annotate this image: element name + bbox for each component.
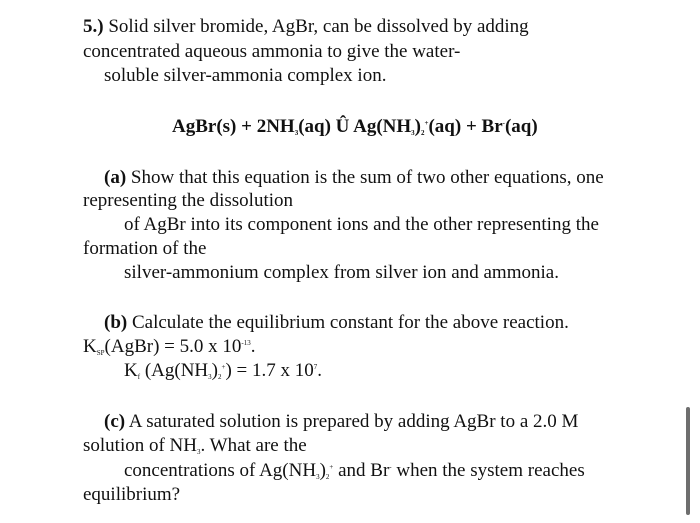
part-c-line-4: equilibrium? bbox=[83, 484, 181, 505]
part-c-line-2 bbox=[83, 435, 307, 457]
ksp-expression bbox=[83, 336, 255, 358]
problem-intro-text: Solid silver bromide, AgBr, can be dissolved by adding bbox=[108, 16, 529, 37]
kf-subscript: 3 bbox=[208, 373, 212, 381]
part-a-line-2: representing the dissolution bbox=[83, 190, 294, 211]
part-c-subscript: 3 bbox=[316, 473, 320, 481]
equation-superscript: + bbox=[424, 119, 429, 127]
part-a-line-1 bbox=[104, 167, 604, 189]
ksp-value: (AgBr) = 5.0 x 10 bbox=[104, 336, 242, 357]
part-b-label: (b) bbox=[104, 312, 128, 333]
ksp-symbol: K bbox=[83, 336, 97, 357]
part-c-text: when the system reaches bbox=[391, 460, 585, 481]
part-c-label: (c) bbox=[104, 411, 126, 432]
part-a-text: Show that this equation is the sum of two other equations, one bbox=[130, 167, 604, 188]
equation-subscript: 3 bbox=[411, 129, 415, 137]
kf-period: . bbox=[317, 360, 322, 381]
part-c-text: and Br bbox=[333, 460, 390, 481]
part-c-text: A saturated solution is prepared by adding AgBr to a 2.0 M bbox=[128, 411, 579, 432]
ksp-exponent: -13 bbox=[241, 339, 251, 347]
part-c-line-3 bbox=[124, 460, 585, 482]
part-c-subscript: 2 bbox=[325, 473, 330, 481]
part-c-text: . What are the bbox=[200, 435, 307, 456]
part-c-text: ) bbox=[319, 460, 326, 481]
vertical-scrollbar[interactable] bbox=[686, 407, 690, 515]
part-c-text: solution of NH bbox=[83, 435, 197, 456]
part-c-subscript: 3 bbox=[197, 448, 201, 456]
problem-number: 5.) bbox=[83, 16, 104, 37]
kf-symbol: K bbox=[124, 360, 138, 381]
equation-subscript: 2 bbox=[420, 129, 425, 137]
ksp-period: . bbox=[250, 336, 256, 357]
equation-superscript: - bbox=[502, 119, 505, 127]
part-b-line-1 bbox=[104, 312, 569, 334]
equation-part: (aq) Û Ag(NH bbox=[298, 116, 412, 137]
equation-part: ) bbox=[414, 116, 421, 137]
kf-subscript: 2 bbox=[217, 373, 222, 381]
kf-part: ) bbox=[211, 360, 218, 381]
equation-part: (aq) bbox=[504, 116, 538, 137]
reaction-equation bbox=[172, 116, 538, 138]
part-c-superscript: + bbox=[329, 463, 334, 471]
ksp-subscript: SP bbox=[96, 349, 105, 357]
part-a-line-5: silver-ammonium complex from silver ion and ammonia. bbox=[124, 262, 559, 283]
kf-exponent: 7 bbox=[313, 363, 318, 371]
equation-part: AgBr(s) + 2NH bbox=[172, 116, 295, 137]
part-a-label: (a) bbox=[104, 167, 127, 188]
equation-subscript: 3 bbox=[294, 129, 299, 137]
problem-heading-line-2: concentrated aqueous ammonia to give the water- bbox=[83, 41, 461, 62]
equation-part: (aq) + Br bbox=[428, 116, 503, 137]
kf-part: (Ag(NH bbox=[140, 360, 209, 381]
problem-heading-line-1 bbox=[83, 16, 529, 38]
part-c-text: concentrations of Ag(NH bbox=[124, 460, 317, 481]
kf-expression bbox=[124, 360, 322, 382]
part-c-superscript: - bbox=[389, 463, 392, 471]
part-a-line-3: of AgBr into its component ions and the other representing the bbox=[124, 214, 599, 235]
part-c-line-1 bbox=[104, 411, 578, 433]
kf-subscript: f bbox=[137, 373, 141, 381]
part-a-line-4: formation of the bbox=[83, 238, 207, 259]
part-b-text: Calculate the equilibrium constant for the above reaction. bbox=[131, 312, 569, 333]
problem-heading-line-3: soluble silver-ammonia complex ion. bbox=[104, 65, 387, 86]
kf-superscript: + bbox=[221, 363, 226, 371]
kf-value: ) = 1.7 x 10 bbox=[225, 360, 314, 381]
